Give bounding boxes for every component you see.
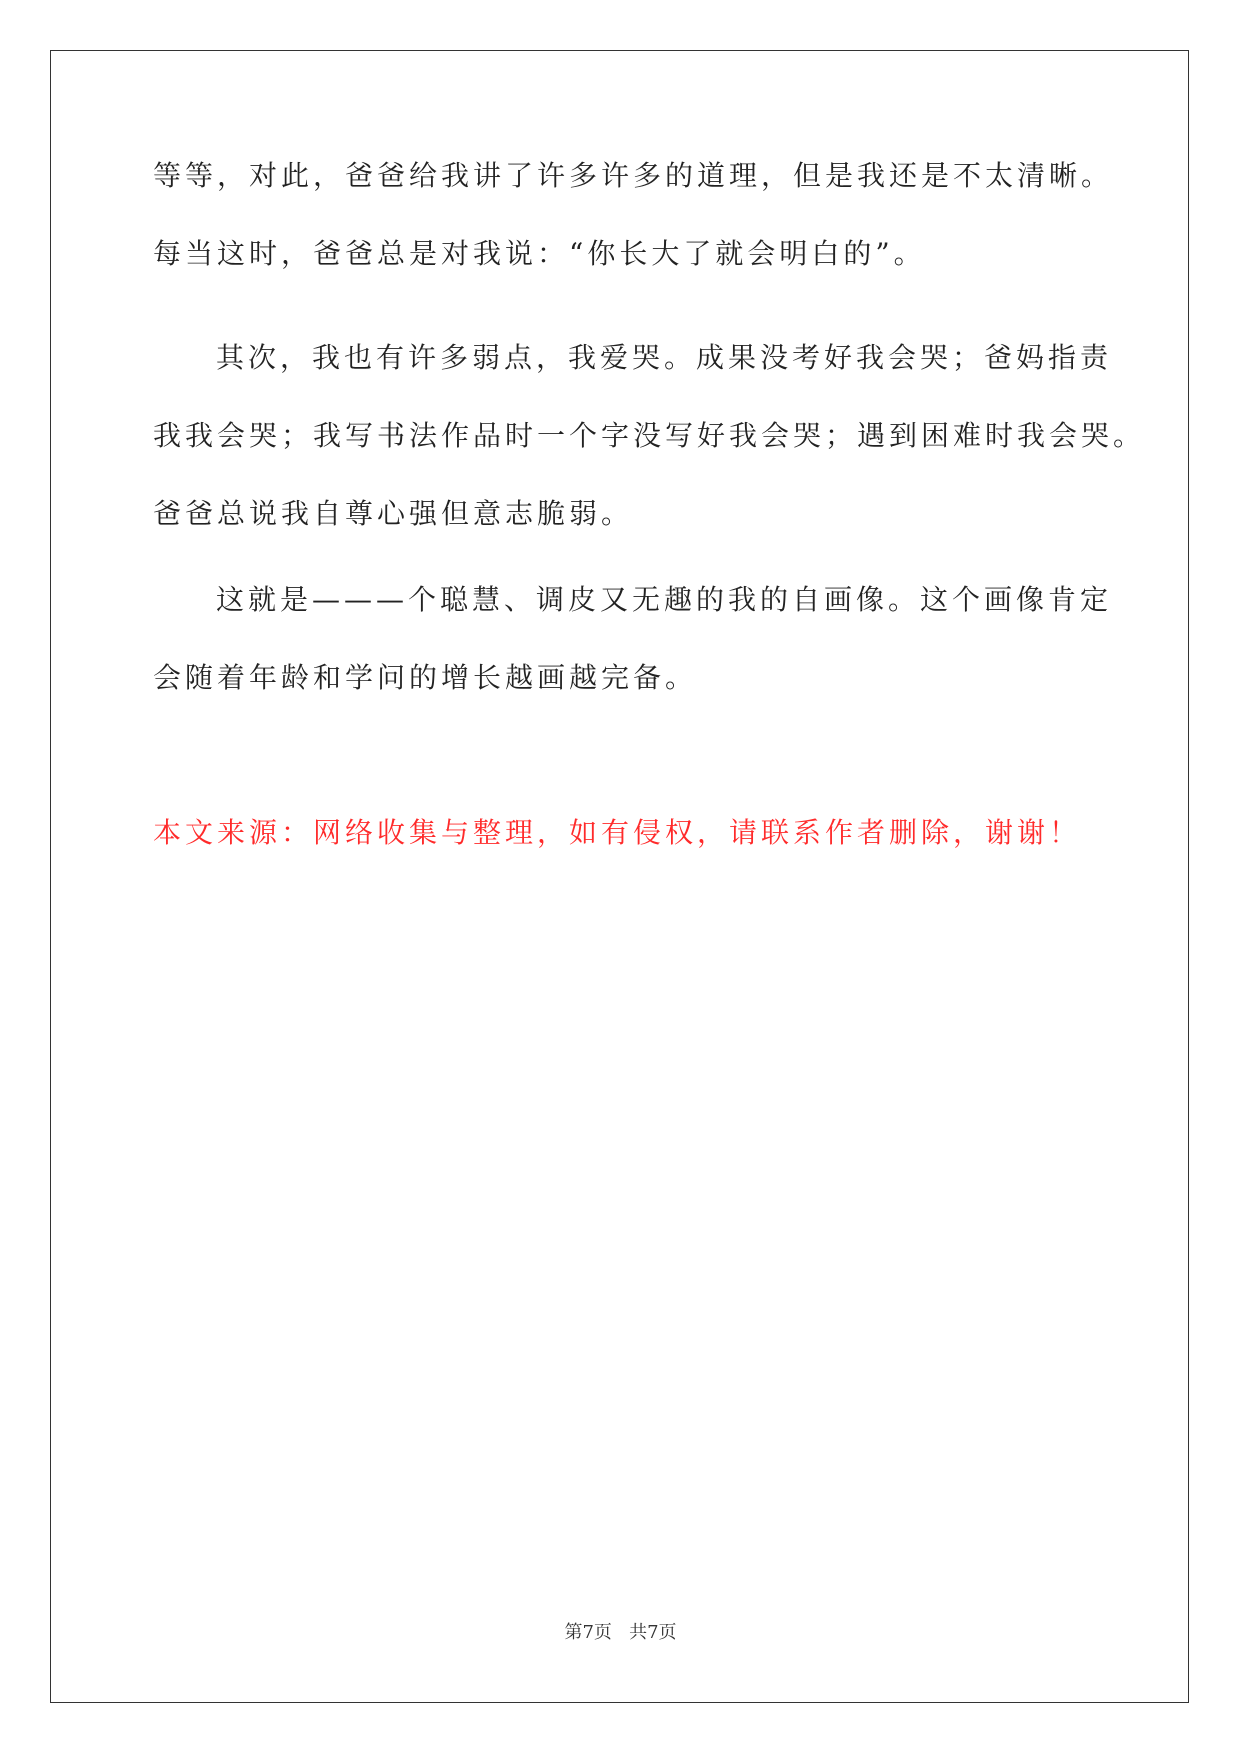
paragraph-line-7: 会随着年龄和学问的增长越画越完备。 [153,661,698,694]
paragraph-line-5: 爸爸总说我自尊心强但意志脆弱。 [153,497,634,530]
paragraph-line-3: 其次，我也有许多弱点，我爱哭。成果没考好我会哭；爸妈指责 [216,341,1113,374]
paragraph-line-2: 每当这时，爸爸总是对我说：“你长大了就会明白的”。 [153,237,926,270]
source-note: 本文来源：网络收集与整理，如有侵权，请联系作者删除，谢谢！ [153,816,1082,849]
paragraph-line-1: 等等，对此，爸爸给我讲了许多许多的道理，但是我还是不太清晰。 [153,159,1114,192]
page-frame [50,50,1189,1703]
paragraph-line-4: 我我会哭；我写书法作品时一个字没写好我会哭；遇到困难时我会哭。 [153,419,1146,452]
paragraph-line-6: 这就是———个聪慧、调皮又无趣的我的自画像。这个画像肯定 [216,583,1113,616]
page-number-footer: 第7页 共7页 [564,1622,677,1643]
